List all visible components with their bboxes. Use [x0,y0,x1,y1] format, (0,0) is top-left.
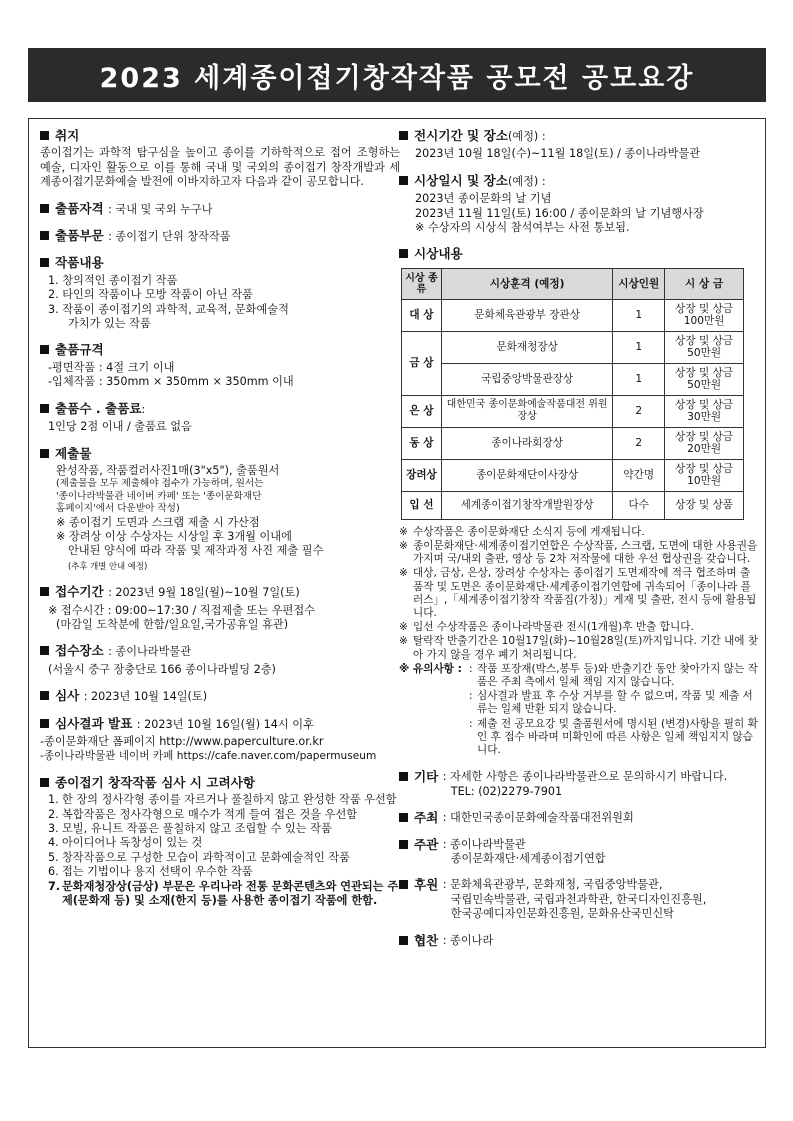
column-header: 시상인원 [613,268,665,299]
result-link-foundation: -종이문화재단 폼페이지 http://www.paperculture.or.kr [40,735,324,748]
column-header: 시상 종류 [402,268,442,299]
list-item: 1. 한 장의 정사각형 종이를 자르거나 풀칠하지 않고 완성한 작품 우선함 [48,793,397,807]
section-organizer: 주관 : 종이나라박물관 종이문화재단·세계종이접기연합 [399,838,759,867]
list-item: 6. 접는 기법이나 용지 선택이 우수한 작품 [48,865,253,879]
result-link-cafe: -종이나라박물관 네이버 카페 https://cafe.naver.com/papermuseum [40,750,377,763]
note-item: ※ 대상, 금상, 은상, 장려상 수상자는 종이접기 도면제작에 적극 협조하며 출품작 및 도면은 종이문화재단·세계종이접기연합에 귀속되어「종이나라 플러스」,「세계종이접기창작 작품집(가칭)」게재 및 출판, 전시 등에 활용됩니다. [399,567,757,620]
caution-item: : 작품 포장재(박스,봉투 등)와 반출기간 동안 찾아가지 않는 작품은 주최 측에서 일체 책임 지지 않습니다. [469,662,758,689]
caution-item: : 심사결과 발표 후 수상 거부를 할 수 없으며, 작품 및 제출 서류는 일체 반환 되지 않습니다. [469,690,753,716]
section-awards: 시상내용 시상 종류 시상훈격 (예정) 시상인원 시 상 금 대 상 문화체육관광부 장관상 1 상장 및 상금 100만원 금 상 문화재청장상 1 상장 및 상금 50만원 국립중앙박물관장상 1 상장 및 상금 50만원 은 상 대한민국 종이문화예술작품대전 위원장상 2 상장 및 상금 30만원 동 상 종이나라회장상 2 상장 및 상금 20만원 장려상 종이문화재단이사장상 약간명 상장 및 상금 10만원 입 선 세계종이접기창작개발원장상 다수 상장 및 상품 [399,247,759,519]
note-item: ※ 탈락작 반출기간은 10월17일(화)~10월28일(토)까지입니다. 기간 내에 찾아 가지 않을 경우 폐기 처리됩니다. [399,635,759,661]
section-judging: 심사 : 2023년 10월 14일(토) [40,689,400,704]
page-title: 2023 세계종이접기창작작품 공모전 공모요강 [28,48,766,102]
list-item: 2. 복합작품은 정사각형으로 매수가 적게 들여 접은 것을 우선함 [48,807,358,821]
table-row: 국립중앙박물관장상 1 상장 및 상금 50만원 [402,363,744,395]
note-item: ※ 종이문화재단·세계종이접기연합은 수상작품, 스크랩, 도면에 대한 사용권을 가지며 국/내외 출판, 영상 등 2차 저작물에 대한 우선 협상권을 갖습니다. [399,540,758,566]
square-bullet-icon [40,231,49,240]
list-item: 가치가 있는 작품 [68,317,151,331]
square-bullet-icon [399,176,408,185]
left-column [40,129,400,920]
caution-item: : 제출 전 공모요강 및 출품원서에 명시된 (변경)사항을 필히 확인 후 접수 바라며 미확인에 따른 사항은 일체 책임지지 않습니다. [469,717,758,757]
section-spec: 출품규격 -평면작품 : 4절 크기 이내 -입체작품 : 350mm × 350mm × 350mm 이내 [40,343,400,389]
table-row: 동 상 종이나라회장상 2 상장 및 상금 20만원 [402,427,744,459]
square-bullet-icon [40,131,49,140]
section-content: 작품내용 1. 창의적인 종이접기 작품 2. 타인의 작품이나 모방 작품이 아닌 작품 3. 작품이 종이접기의 과학적, 교육적, 문화예술적 가치가 있는 작품 [40,256,400,331]
table-row: 대 상 문화체육관광부 장관상 1 상장 및 상금 100만원 [402,299,744,331]
square-bullet-icon [399,840,408,849]
section-category: 출품부문 : 종이접기 단위 창작작품 [40,229,400,244]
list-item: 5. 창작작품으로 구성한 모습이 과학적이고 문화예술적인 작품 [48,850,350,864]
section-sponsor: 후원 : 문화체육관광부, 문화재청, 국립중앙박물관, 국립민속박물관, 국립과천과학관, 한국디자인진흥원, 한국공예디자인문화진흥원, 문화유산국민신탁 [399,878,759,921]
caution-block: ※ 유의사항 : : 작품 포장재(박스,봉투 등)와 반출기간 동안 찾아가지 않는 작품은 주최 측에서 일체 책임 지지 않습니다. : 심사결과 발표 후 수상 거부를 할 수 없으며, 작품 및 제출 서류는 일체 반환 되지 않습니다. : 제출 전 공모요강 및 출품원서에 명시된 (변경)사항을 필히 확인 후 접수 바라며 미확인에 따른 사항은 일체 책임지지 않습니다. [399,662,758,757]
section-cooperation: 협찬 : 종이나라 [399,934,759,948]
section-place: 접수장소 : 종이나라박물관 (서울시 중구 장충단로 166 종이나라빌딩 2층) [40,644,400,677]
square-bullet-icon [40,204,49,213]
section-host: 주최 : 대한민국종이문화예술작품대전위원회 [399,811,759,825]
section-count: 출품수 . 출품료 : 1인당 2점 이내 / 출품료 없음 [40,402,400,435]
square-bullet-icon [399,880,408,889]
note-item: ※ 입선 수상작품은 종이나라박물관 전시(1개월)후 반출 합니다. [399,621,694,634]
section-submission: 제출물 완성작품, 작품컬러사진1매(3"x5"), 출품원서 (제출물을 모두 제출해야 접수가 가능하며, 원서는 '종이나라박물관 네이버 카페' 또는 '종이문화재단 홈페이지'에서 다운받아 작성) ※ 종이접기 도면과 스크랩 제출 시 가산점 ※ 장려상 이상 수상자는 시상일 후 3개월 이내에 안내된 양식에 따라 작품 및 제작과정 사진 제출 필수 (추후 개별 안내 예정) [40,447,400,574]
list-item: -평면작품 : 4절 크기 이내 [48,360,175,374]
square-bullet-icon [40,778,49,787]
awards-table [401,268,744,520]
list-item: -입체작품 : 350mm × 350mm × 350mm 이내 [48,375,294,389]
square-bullet-icon [40,404,49,413]
table-row: 입 선 세계종이접기창작개발원장상 다수 상장 및 상품 [402,491,744,519]
square-bullet-icon [399,936,408,945]
list-item: 4. 아이디어나 독창성이 있는 것 [48,836,203,850]
right-column [399,129,759,960]
square-bullet-icon [40,719,49,728]
section-notes [399,526,759,758]
table-row: 장려상 종이문화재단이사장상 약간명 상장 및 상금 10만원 [402,459,744,491]
purpose-text: 종이접기는 과학적 탐구심을 높이고 종이를 기하학적으로 접어 조형하는 예술, 디자인 활동으로 이를 통해 국내 및 국외의 종이접기 창작개발과 세계종이접기문화예술 발전에 이바지하고자 다음과 같이 공모합니다. [40,146,400,189]
square-bullet-icon [40,646,49,655]
section-criteria: 종이접기 창작작품 심사 시 고려사항 1. 한 장의 정사각형 종이를 자르거나 풀칠하지 않고 완성한 작품 우선함 2. 복합작품은 정사각형으로 매수가 적게 들여 접은 것을 우선함 3. 모빌, 유니트 작품은 풀칠하지 않고 조립할 수 있는 작품 4. 아이디어나 독창성이 있는 것 5. 창작작품으로 구성한 모습이 과학적이고 문화예술적인 작품 6. 접는 기법이나 용지 선택이 우수한 작품 7. 문화재청장상(금상) 부문은 우리나라 전통 문화콘텐츠와 연관되는 주제(문화재 등) 및 소재(한지 등)를 사용한 종이접기 작품에 한함. [40,776,400,909]
list-item: 1. 창의적인 종이접기 작품 [48,273,178,287]
section-purpose: 취지 종이접기는 과학적 탐구심을 높이고 종이를 기하학적으로 접어 조형하는 예술, 디자인 활동으로 이를 통해 국내 및 국외의 종이접기 창작개발과 세계종이접기문화예술 발전에 이바지하고자 다음과 같이 공모합니다. [40,128,400,189]
section-eligibility: 출품자격 : 국내 및 국외 누구나 [40,202,400,217]
square-bullet-icon [399,813,408,822]
list-item: 7. 문화재청장상(금상) 부문은 우리나라 전통 문화콘텐츠와 연관되는 주제(문화재 등) 및 소재(한지 등)를 사용한 종이접기 작품에 한함. [48,879,399,908]
section-exhibition: 전시기간 및 장소 (예정) : 2023년 10월 18일(수)~11월 18일(토) / 종이나라박물관 [399,129,759,162]
table-header-row [402,268,744,299]
list-item: 2. 타인의 작품이나 모방 작품이 아닌 작품 [48,288,253,302]
column-header: 시 상 금 [665,268,744,299]
section-result: 심사결과 발표 : 2023년 10월 16일(월) 14시 이후 -종이문화재단 폼페이지 http://www.paperculture.or.kr -종이나라박물관 네이버 카페 https://cafe.naver.com/papermuseum [40,717,400,764]
square-bullet-icon [40,345,49,354]
section-ceremony: 시상일시 및 장소 (예정) : 2023년 종이문화의 날 기념 2023년 11월 11일(토) 16:00 / 종이문화의 날 기념행사장 ※ 수상자의 시상식 참석여부는 사전 통보됨. [399,174,759,236]
square-bullet-icon [40,258,49,267]
section-etc: 기타 : 자세한 사항은 종이나라박물관으로 문의하시기 바랍니다. TEL: (02)2279-7901 [399,770,759,799]
square-bullet-icon [40,449,49,458]
list-item: 3. 모빌, 유니트 작품은 풀칠하지 않고 조립할 수 있는 작품 [48,822,332,836]
section-reception: 접수기간 : 2023년 9월 18일(월)~10월 7일(토) ※ 접수시간 : 09:00~17:30 / 직접제출 또는 우편접수 (마감일 도착분에 한함/일요일,국가공휴일 휴관) [40,585,400,632]
table-row: 금 상 문화재청장상 1 상장 및 상금 50만원 [402,331,744,363]
column-header: 시상훈격 (예정) [441,268,612,299]
square-bullet-icon [40,691,49,700]
square-bullet-icon [399,131,408,140]
square-bullet-icon [399,249,408,258]
note-item: ※ 수상작품은 종이문화재단 소식지 등에 게재됩니다. [399,525,645,538]
count-value: 1인당 2점 이내 / 출품료 없음 [48,420,192,434]
square-bullet-icon [40,587,49,596]
table-row: 은 상 대한민국 종이문화예술작품대전 위원장상 2 상장 및 상금 30만원 [402,395,744,427]
square-bullet-icon [399,772,408,781]
list-item: 3. 작품이 종이접기의 과학적, 교육적, 문화예술적 [48,302,289,316]
notice-frame [28,118,766,1048]
